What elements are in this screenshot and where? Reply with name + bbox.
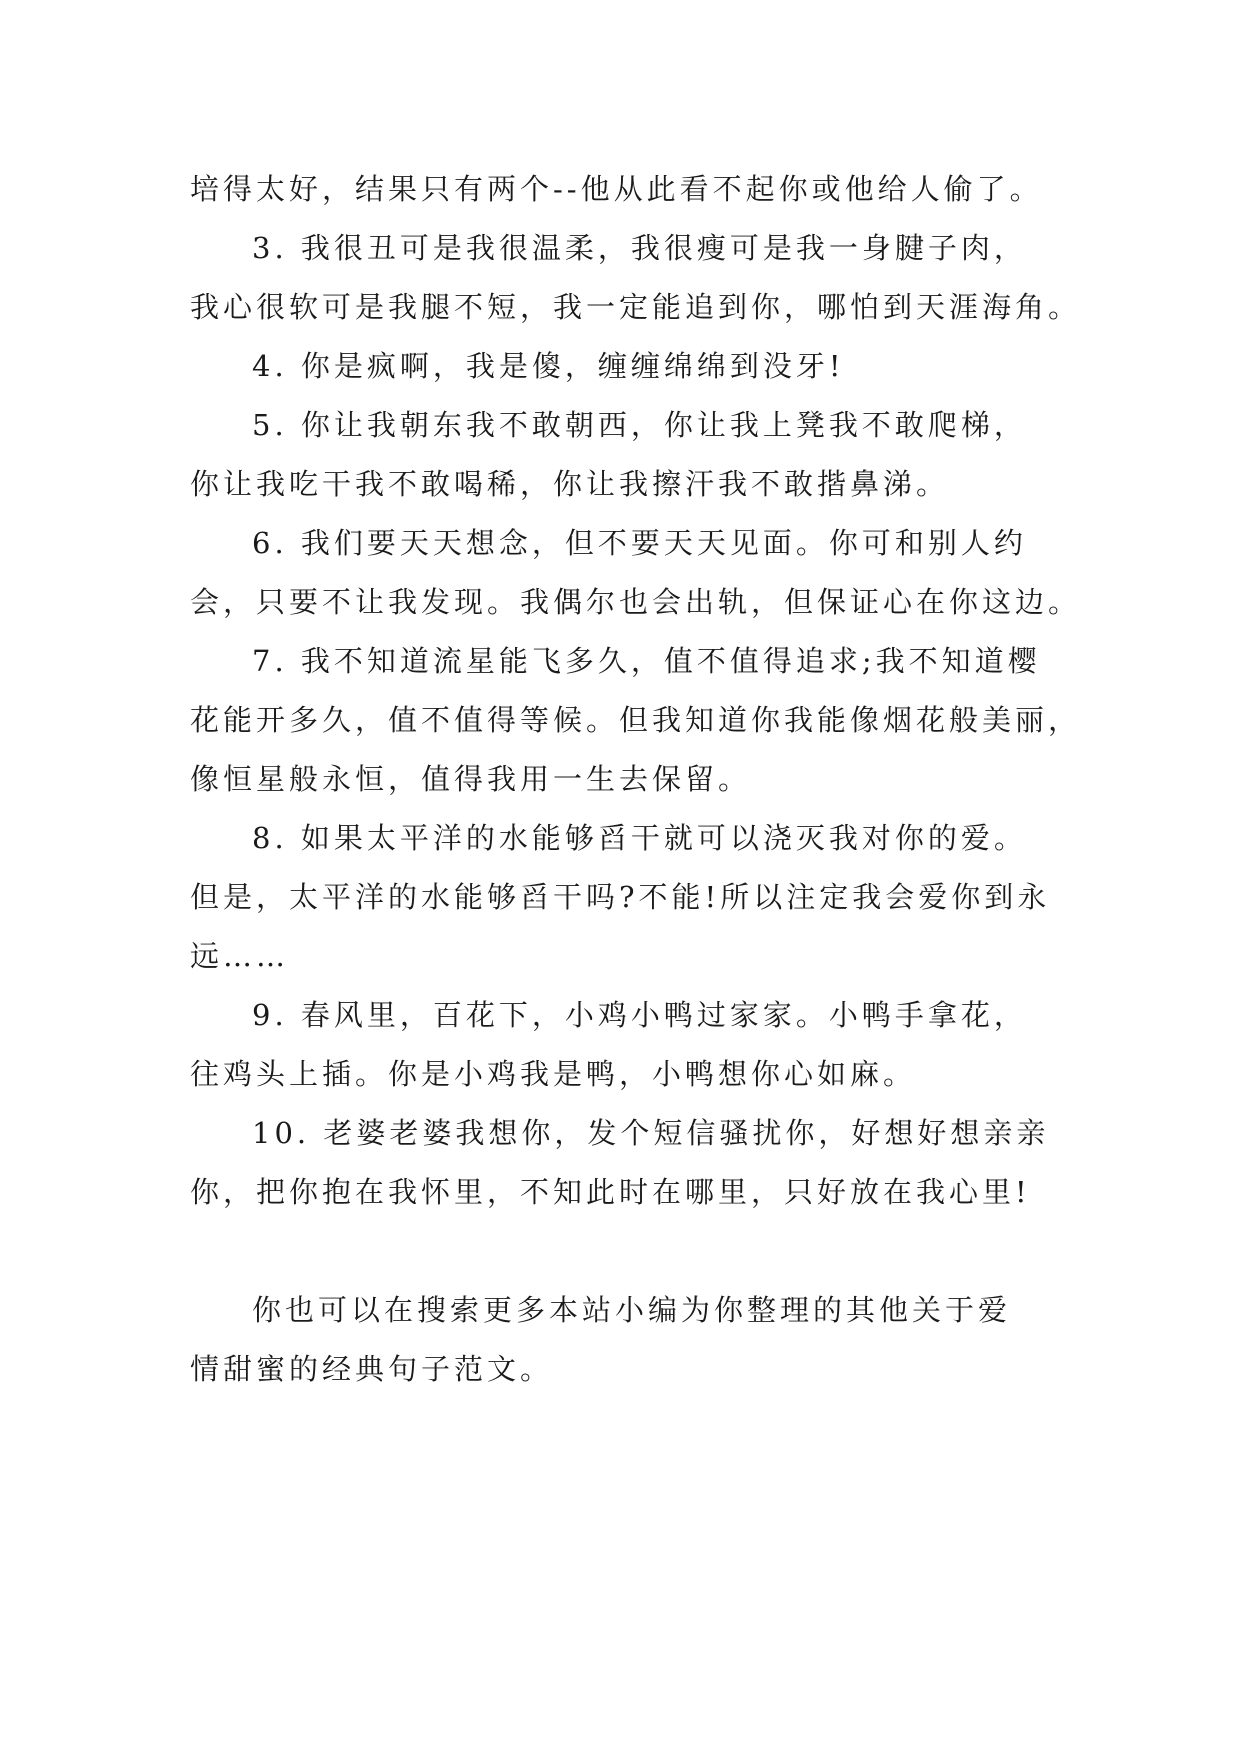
list-item-10-line-2: 你，把你抱在我怀里，不知此时在哪里，只好放在我心里! (190, 1175, 1031, 1209)
list-item-7-line-3: 像恒星般永恒，值得我用一生去保留。 (190, 762, 752, 796)
list-item-4: 4. 你是疯啊，我是傻，缠缠绵绵到没牙! (252, 349, 845, 383)
list-item-9-line-2: 往鸡头上插。你是小鸡我是鸭，小鸭想你心如麻。 (190, 1057, 917, 1091)
closing-paragraph-line-2: 情甜蜜的经典句子范文。 (190, 1352, 554, 1386)
document-body (190, 160, 1082, 1399)
list-item-8-line-3: 远…… (190, 939, 290, 973)
list-item-8-line-2: 但是，太平洋的水能够舀干吗?不能!所以注定我会爱你到永 (190, 880, 1051, 914)
closing-paragraph-line-1: 你也可以在搜索更多本站小编为你整理的其他关于爱 (252, 1293, 1012, 1327)
text-line: 培得太好，结果只有两个--他从此看不起你或他给人偷了。 (190, 172, 1043, 206)
list-item-10-line-1: 10. 老婆老婆我想你，发个短信骚扰你，好想好想亲亲 (252, 1116, 1050, 1150)
list-item-8-line-1: 8. 如果太平洋的水能够舀干就可以浇灭我对你的爱。 (252, 821, 1027, 855)
paragraph-gap (190, 1222, 1050, 1281)
list-item-3-line-2: 我心很软可是我腿不短，我一定能追到你，哪怕到天涯海角。 (190, 290, 1082, 324)
list-item-5-line-1: 5. 你让我朝东我不敢朝西，你让我上凳我不敢爬梯， (252, 408, 1027, 442)
list-item-3-line-1: 3. 我很丑可是我很温柔，我很瘦可是我一身腱子肉， (252, 231, 1027, 265)
list-item-9-line-1: 9. 春风里，百花下，小鸡小鸭过家家。小鸭手拿花， (252, 998, 1027, 1032)
list-item-5-line-2: 你让我吃干我不敢喝稀，你让我擦汗我不敢揩鼻涕。 (190, 467, 950, 501)
list-item-7-line-2: 花能开多久，值不值得等候。但我知道你我能像烟花般美丽， (190, 703, 1082, 737)
list-item-6-line-1: 6. 我们要天天想念，但不要天天见面。你可和别人约 (252, 526, 1027, 560)
list-item-7-line-1: 7. 我不知道流星能飞多久，值不值得追求;我不知道樱 (252, 644, 1041, 678)
list-item-6-line-2: 会，只要不让我发现。我偶尔也会出轨，但保证心在你这边。 (190, 585, 1082, 619)
